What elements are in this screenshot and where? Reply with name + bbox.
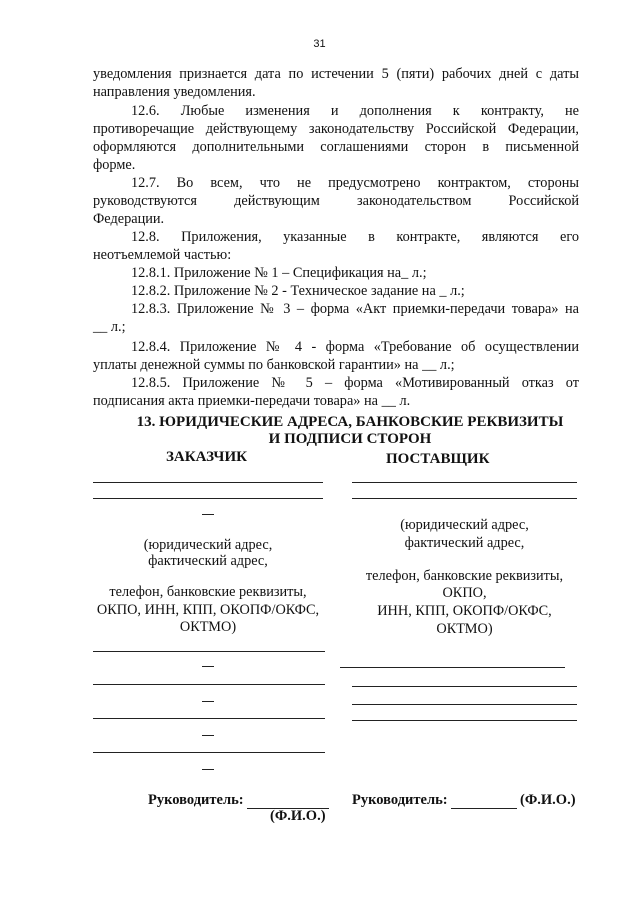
blank-dash bbox=[202, 666, 214, 667]
text-line: 12.7. Во всем, что не предусмотрено контрактом, стороны bbox=[131, 175, 579, 191]
customer-heading: ЗАКАЗЧИК bbox=[166, 449, 247, 465]
blank-line bbox=[93, 684, 325, 685]
text-line: Федерации. bbox=[93, 211, 165, 227]
blank-dash bbox=[202, 769, 214, 770]
customer-fio-label: (Ф.И.О.) bbox=[270, 808, 326, 824]
customer-detail: фактический адрес, bbox=[148, 553, 268, 569]
text-line: форме. bbox=[93, 157, 136, 173]
text-line: __ л.; bbox=[93, 319, 126, 335]
supplier-heading: ПОСТАВЩИК bbox=[386, 451, 490, 467]
text-line: оформляются дополнительными соглашениями сторон в письменной bbox=[93, 139, 579, 155]
supplier-signature-line bbox=[451, 808, 517, 809]
text-line: 12.8.3. Приложение № 3 – форма «Акт приемки-передачи товара» на bbox=[131, 301, 579, 317]
text-line: направления уведомления. bbox=[93, 84, 256, 100]
blank-line bbox=[352, 720, 577, 721]
supplier-fio-label: (Ф.И.О.) bbox=[520, 792, 576, 808]
blank-line bbox=[352, 686, 577, 687]
blank-dash bbox=[202, 701, 214, 702]
text-line: 12.8.5. Приложение № 5 – форма «Мотивированный отказ от bbox=[131, 375, 579, 391]
customer-signature-label: Руководитель: bbox=[148, 792, 244, 808]
text-line: уведомления признается дата по истечении 5 (пяти) рабочих дней с даты bbox=[93, 66, 579, 82]
text-line: неотъемлемой частью: bbox=[93, 247, 232, 263]
customer-detail: ОКТМО) bbox=[179, 619, 237, 635]
blank-line bbox=[93, 482, 323, 483]
blank-line bbox=[93, 752, 325, 753]
supplier-detail: фактический адрес, bbox=[404, 535, 525, 551]
blank-line bbox=[352, 482, 577, 483]
customer-detail: телефон, банковские реквизиты, bbox=[109, 584, 307, 600]
supplier-detail: телефон, банковские реквизиты, bbox=[365, 568, 564, 584]
text-line: уплаты денежной суммы по банковской гарантии» на __ л.; bbox=[93, 357, 455, 373]
customer-detail: (юридический адрес, bbox=[143, 537, 273, 553]
blank-line bbox=[352, 704, 577, 705]
section-heading-line1: 13. ЮРИДИЧЕСКИЕ АДРЕСА, БАНКОВСКИЕ РЕКВИЗИТЫ bbox=[136, 414, 564, 430]
customer-detail: ОКПО, ИНН, КПП, ОКОПФ/ОКФС, bbox=[96, 602, 320, 618]
blank-line bbox=[352, 498, 577, 499]
text-line: руководствуются действующим законодательством Российской bbox=[93, 193, 579, 209]
section-heading-line2: И ПОДПИСИ СТОРОН bbox=[268, 431, 432, 447]
text-line: противоречащие действующему законодательству Российской Федерации, bbox=[93, 121, 579, 137]
blank-line bbox=[93, 498, 323, 499]
blank-dash bbox=[202, 514, 214, 515]
text-line: 12.8.2. Приложение № 2 - Техническое задание на _ л.; bbox=[131, 283, 465, 299]
text-line: подписания акта приемки-передачи товара» на __ л. bbox=[93, 393, 411, 409]
text-line: 12.6. Любые изменения и дополнения к контракту, не bbox=[131, 103, 579, 119]
text-line: 12.8.1. Приложение № 1 – Спецификация на_ л.; bbox=[131, 265, 427, 281]
blank-dash bbox=[202, 735, 214, 736]
supplier-detail: ОКТМО) bbox=[436, 621, 493, 637]
text-line: 12.8. Приложения, указанные в контракте, являются его bbox=[131, 229, 579, 245]
text-line: 12.8.4. Приложение № 4 - форма «Требование об осуществлении bbox=[131, 339, 579, 355]
blank-line bbox=[340, 667, 565, 668]
blank-line bbox=[93, 651, 325, 652]
blank-line bbox=[93, 718, 325, 719]
supplier-detail: ИНН, КПП, ОКОПФ/ОКФС, bbox=[377, 603, 552, 619]
page-number: 31 bbox=[313, 38, 326, 50]
supplier-detail: ОКПО, bbox=[442, 585, 487, 601]
supplier-detail: (юридический адрес, bbox=[400, 517, 529, 533]
supplier-signature-label: Руководитель: bbox=[352, 792, 448, 808]
